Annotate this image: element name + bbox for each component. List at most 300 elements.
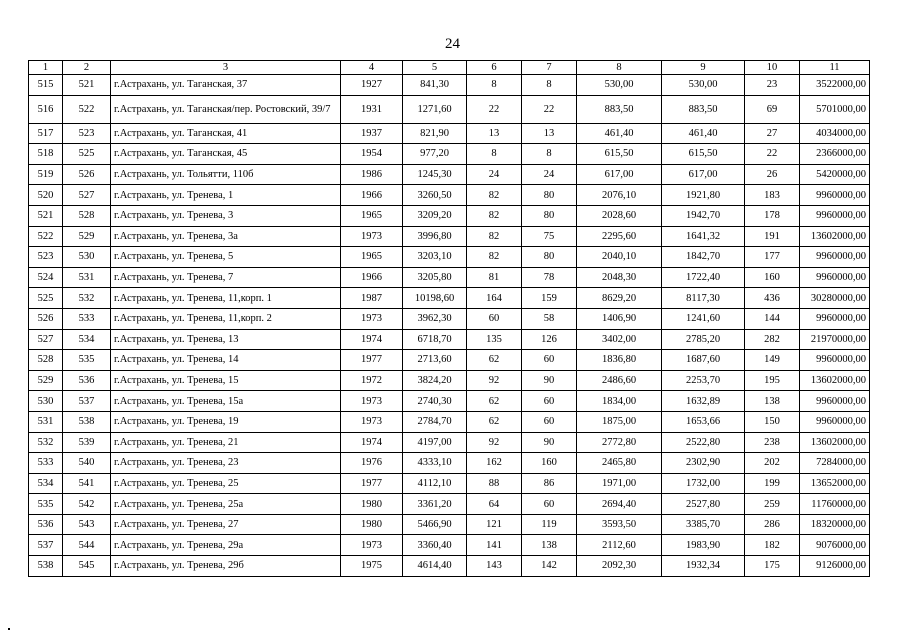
table-cell: 2772,80: [577, 432, 662, 453]
address-cell: г.Астрахань, ул. Тренева, 25а: [111, 494, 341, 515]
table-cell: 150: [745, 411, 800, 432]
table-cell: 162: [467, 453, 522, 474]
table-cell: 1653,66: [662, 411, 745, 432]
column-header: 10: [745, 61, 800, 75]
table-cell: 26: [745, 164, 800, 185]
table-cell: 13: [467, 123, 522, 144]
table-cell: 545: [63, 556, 111, 577]
table-cell: 58: [522, 308, 577, 329]
table-cell: 135: [467, 329, 522, 350]
table-cell: 536: [29, 514, 63, 535]
table-cell: 539: [63, 432, 111, 453]
table-row: [29, 453, 870, 474]
table-row: [29, 267, 870, 288]
table-cell: 1973: [341, 535, 403, 556]
table-cell: 2784,70: [403, 411, 467, 432]
table-cell: 1977: [341, 473, 403, 494]
table-row: [29, 205, 870, 226]
table-cell: 1973: [341, 308, 403, 329]
address-cell: г.Астрахань, ул. Таганская/пер. Ростовский, 39/7: [111, 95, 341, 123]
table-cell: 3385,70: [662, 514, 745, 535]
table-cell: 5701000,00: [800, 95, 870, 123]
table-cell: 1977: [341, 350, 403, 371]
table-cell: 519: [29, 164, 63, 185]
table-row: [29, 432, 870, 453]
table-cell: 121: [467, 514, 522, 535]
table-cell: 517: [29, 123, 63, 144]
table-cell: 5420000,00: [800, 164, 870, 185]
table-cell: 522: [63, 95, 111, 123]
table-cell: 80: [522, 247, 577, 268]
table-cell: 259: [745, 494, 800, 515]
table-cell: 143: [467, 556, 522, 577]
table-cell: 521: [63, 75, 111, 96]
table-cell: 90: [522, 432, 577, 453]
table-cell: 461,40: [577, 123, 662, 144]
table-cell: 82: [467, 247, 522, 268]
table-cell: 1973: [341, 391, 403, 412]
table-cell: 1973: [341, 411, 403, 432]
table-cell: 1241,60: [662, 308, 745, 329]
table-cell: 535: [29, 494, 63, 515]
table-cell: 13602000,00: [800, 370, 870, 391]
table-cell: 4197,00: [403, 432, 467, 453]
table-cell: 126: [522, 329, 577, 350]
table-cell: 537: [63, 391, 111, 412]
table-cell: 1987: [341, 288, 403, 309]
column-header: 3: [111, 61, 341, 75]
table-cell: 2092,30: [577, 556, 662, 577]
table-cell: 138: [745, 391, 800, 412]
table-cell: 64: [467, 494, 522, 515]
table-cell: 86: [522, 473, 577, 494]
column-header: 5: [403, 61, 467, 75]
table-row: [29, 411, 870, 432]
table-cell: 149: [745, 350, 800, 371]
table-cell: 9960000,00: [800, 205, 870, 226]
address-cell: г.Астрахань, ул. Таганская, 41: [111, 123, 341, 144]
address-cell: г.Астрахань, ул. Тренева, 19: [111, 411, 341, 432]
table-cell: 8117,30: [662, 288, 745, 309]
table-cell: 527: [29, 329, 63, 350]
table-cell: 522: [29, 226, 63, 247]
address-cell: г.Астрахань, ул. Тренева, 3: [111, 205, 341, 226]
table-cell: 617,00: [662, 164, 745, 185]
table-cell: 191: [745, 226, 800, 247]
table-cell: 24: [522, 164, 577, 185]
table-row: [29, 75, 870, 96]
table-cell: 1966: [341, 185, 403, 206]
table-cell: 119: [522, 514, 577, 535]
page-number: 24: [445, 36, 460, 52]
table-cell: 30280000,00: [800, 288, 870, 309]
table-cell: 1245,30: [403, 164, 467, 185]
table-cell: 2522,80: [662, 432, 745, 453]
table-cell: 1980: [341, 494, 403, 515]
column-header: 8: [577, 61, 662, 75]
table-cell: 62: [467, 391, 522, 412]
table-cell: 516: [29, 95, 63, 123]
table-cell: 518: [29, 144, 63, 165]
table-cell: 1687,60: [662, 350, 745, 371]
table-row: [29, 226, 870, 247]
table-cell: 7284000,00: [800, 453, 870, 474]
table-cell: 81: [467, 267, 522, 288]
table-row: [29, 494, 870, 515]
table-cell: 24: [467, 164, 522, 185]
table-cell: 1965: [341, 247, 403, 268]
table-cell: 2740,30: [403, 391, 467, 412]
column-header: 11: [800, 61, 870, 75]
table-cell: 821,90: [403, 123, 467, 144]
table-cell: 202: [745, 453, 800, 474]
table-cell: 142: [522, 556, 577, 577]
table-cell: 2785,20: [662, 329, 745, 350]
table-cell: 82: [467, 226, 522, 247]
table-cell: 4112,10: [403, 473, 467, 494]
table-cell: 2112,60: [577, 535, 662, 556]
table-cell: 13602000,00: [800, 226, 870, 247]
table-body: [29, 75, 870, 577]
table-cell: 13652000,00: [800, 473, 870, 494]
address-cell: г.Астрахань, ул. Тренева, 23: [111, 453, 341, 474]
table-cell: 2253,70: [662, 370, 745, 391]
column-header: 1: [29, 61, 63, 75]
table-cell: 8: [522, 75, 577, 96]
table-cell: 2486,60: [577, 370, 662, 391]
table-cell: 1974: [341, 329, 403, 350]
table-row: [29, 535, 870, 556]
table-cell: 540: [63, 453, 111, 474]
table-cell: 182: [745, 535, 800, 556]
table-cell: 1974: [341, 432, 403, 453]
table-cell: 533: [29, 453, 63, 474]
column-header: 9: [662, 61, 745, 75]
table-cell: 18320000,00: [800, 514, 870, 535]
column-header: 7: [522, 61, 577, 75]
table-cell: 1942,70: [662, 205, 745, 226]
table-cell: 541: [63, 473, 111, 494]
table-cell: 60: [522, 411, 577, 432]
table-cell: 1732,00: [662, 473, 745, 494]
table-cell: 13602000,00: [800, 432, 870, 453]
table-cell: 199: [745, 473, 800, 494]
table-cell: 1927: [341, 75, 403, 96]
table-cell: 1932,34: [662, 556, 745, 577]
table-cell: 9126000,00: [800, 556, 870, 577]
table-cell: 617,00: [577, 164, 662, 185]
table-cell: 9960000,00: [800, 308, 870, 329]
table-cell: 1836,80: [577, 350, 662, 371]
table-cell: 1965: [341, 205, 403, 226]
table-cell: 530: [29, 391, 63, 412]
table-cell: 525: [29, 288, 63, 309]
table-cell: 238: [745, 432, 800, 453]
column-header: 4: [341, 61, 403, 75]
scan-mark: [8, 628, 10, 630]
table-cell: 532: [63, 288, 111, 309]
table-cell: 537: [29, 535, 63, 556]
table-row: [29, 164, 870, 185]
table-cell: 615,50: [577, 144, 662, 165]
table-cell: 2465,80: [577, 453, 662, 474]
table-cell: 530,00: [577, 75, 662, 96]
address-cell: г.Астрахань, ул. Тренева, 13: [111, 329, 341, 350]
table-cell: 1641,32: [662, 226, 745, 247]
header-row: [29, 61, 870, 75]
table-cell: 22: [745, 144, 800, 165]
table-cell: 534: [29, 473, 63, 494]
table-cell: 530: [63, 247, 111, 268]
table-cell: 544: [63, 535, 111, 556]
table-cell: 2028,60: [577, 205, 662, 226]
table-cell: 2048,30: [577, 267, 662, 288]
address-cell: г.Астрахань, ул. Тренева, 25: [111, 473, 341, 494]
table-cell: 9960000,00: [800, 267, 870, 288]
table-cell: 1632,89: [662, 391, 745, 412]
table-cell: 1931: [341, 95, 403, 123]
table-cell: 175: [745, 556, 800, 577]
table-cell: 543: [63, 514, 111, 535]
address-cell: г.Астрахань, ул. Таганская, 45: [111, 144, 341, 165]
table-row: [29, 308, 870, 329]
table-cell: 80: [522, 185, 577, 206]
table-cell: 2366000,00: [800, 144, 870, 165]
table-cell: 3593,50: [577, 514, 662, 535]
address-cell: г.Астрахань, ул. Тренева, 3а: [111, 226, 341, 247]
table-cell: 3360,40: [403, 535, 467, 556]
table-cell: 1976: [341, 453, 403, 474]
table-cell: 3522000,00: [800, 75, 870, 96]
table-cell: 4333,10: [403, 453, 467, 474]
address-cell: г.Астрахань, ул. Тренева, 21: [111, 432, 341, 453]
table-cell: 2040,10: [577, 247, 662, 268]
table-cell: 1973: [341, 226, 403, 247]
table-cell: 1966: [341, 267, 403, 288]
table-cell: 1406,90: [577, 308, 662, 329]
table-cell: 10198,60: [403, 288, 467, 309]
table-cell: 23: [745, 75, 800, 96]
table-cell: 183: [745, 185, 800, 206]
table-cell: 3260,50: [403, 185, 467, 206]
table-cell: 78: [522, 267, 577, 288]
table-cell: 977,20: [403, 144, 467, 165]
table-cell: 1937: [341, 123, 403, 144]
table-cell: 92: [467, 370, 522, 391]
table-row: [29, 556, 870, 577]
table-cell: 178: [745, 205, 800, 226]
table-cell: 8: [467, 75, 522, 96]
table-cell: 615,50: [662, 144, 745, 165]
address-cell: г.Астрахань, ул. Тренева, 11,корп. 2: [111, 308, 341, 329]
table-cell: 534: [63, 329, 111, 350]
table-cell: 436: [745, 288, 800, 309]
table-cell: 282: [745, 329, 800, 350]
table-cell: 3205,80: [403, 267, 467, 288]
table-cell: 9960000,00: [800, 185, 870, 206]
table-cell: 1842,70: [662, 247, 745, 268]
table-cell: 521: [29, 205, 63, 226]
table-cell: 1875,00: [577, 411, 662, 432]
table-cell: 1722,40: [662, 267, 745, 288]
address-cell: г.Астрахань, ул. Тренева, 7: [111, 267, 341, 288]
table-cell: 531: [29, 411, 63, 432]
table-cell: 60: [522, 494, 577, 515]
table-cell: 538: [63, 411, 111, 432]
table-cell: 5466,90: [403, 514, 467, 535]
table-cell: 160: [745, 267, 800, 288]
table-cell: 3996,80: [403, 226, 467, 247]
table-cell: 2076,10: [577, 185, 662, 206]
table-cell: 3203,10: [403, 247, 467, 268]
table-cell: 286: [745, 514, 800, 535]
table-row: [29, 95, 870, 123]
address-cell: г.Астрахань, ул. Тренева, 1: [111, 185, 341, 206]
table-cell: 532: [29, 432, 63, 453]
table-cell: 1271,60: [403, 95, 467, 123]
table-cell: 13: [522, 123, 577, 144]
table-cell: 8: [522, 144, 577, 165]
table-cell: 3824,20: [403, 370, 467, 391]
table-cell: 159: [522, 288, 577, 309]
table-row: [29, 514, 870, 535]
table-cell: 531: [63, 267, 111, 288]
address-cell: г.Астрахань, ул. Тренева, 27: [111, 514, 341, 535]
table-cell: 22: [522, 95, 577, 123]
address-cell: г.Астрахань, ул. Тольятти, 110б: [111, 164, 341, 185]
table-cell: 3402,00: [577, 329, 662, 350]
table-cell: 528: [63, 205, 111, 226]
table-cell: 3962,30: [403, 308, 467, 329]
table-cell: 92: [467, 432, 522, 453]
table-cell: 1980: [341, 514, 403, 535]
table-cell: 4614,40: [403, 556, 467, 577]
table-cell: 1921,80: [662, 185, 745, 206]
table-cell: 90: [522, 370, 577, 391]
table-cell: 1986: [341, 164, 403, 185]
table-cell: 527: [63, 185, 111, 206]
table-cell: 515: [29, 75, 63, 96]
table-cell: 2527,80: [662, 494, 745, 515]
table-cell: 138: [522, 535, 577, 556]
table-row: [29, 144, 870, 165]
table-cell: 528: [29, 350, 63, 371]
table-cell: 1975: [341, 556, 403, 577]
table-cell: 9960000,00: [800, 247, 870, 268]
table-cell: 523: [63, 123, 111, 144]
table-cell: 8629,20: [577, 288, 662, 309]
table-row: [29, 288, 870, 309]
table-row: [29, 329, 870, 350]
table-cell: 82: [467, 185, 522, 206]
table-cell: 62: [467, 411, 522, 432]
table-cell: 4034000,00: [800, 123, 870, 144]
table-cell: 523: [29, 247, 63, 268]
address-cell: г.Астрахань, ул. Тренева, 11,корп. 1: [111, 288, 341, 309]
table-cell: 22: [467, 95, 522, 123]
table-cell: 69: [745, 95, 800, 123]
table-cell: 538: [29, 556, 63, 577]
table-cell: 21970000,00: [800, 329, 870, 350]
address-cell: г.Астрахань, ул. Таганская, 37: [111, 75, 341, 96]
table-cell: 75: [522, 226, 577, 247]
table-cell: 2694,40: [577, 494, 662, 515]
table-row: [29, 370, 870, 391]
table-cell: 60: [522, 350, 577, 371]
table-cell: 526: [63, 164, 111, 185]
table-cell: 530,00: [662, 75, 745, 96]
table-cell: 164: [467, 288, 522, 309]
table-cell: 80: [522, 205, 577, 226]
table-cell: 1983,90: [662, 535, 745, 556]
table-cell: 88: [467, 473, 522, 494]
table-cell: 520: [29, 185, 63, 206]
table-cell: 9960000,00: [800, 350, 870, 371]
table-cell: 141: [467, 535, 522, 556]
table-cell: 9960000,00: [800, 411, 870, 432]
table-cell: 525: [63, 144, 111, 165]
table-cell: 529: [63, 226, 111, 247]
table-cell: 883,50: [662, 95, 745, 123]
address-cell: г.Астрахань, ул. Тренева, 5: [111, 247, 341, 268]
table-cell: 461,40: [662, 123, 745, 144]
table-cell: 542: [63, 494, 111, 515]
table-cell: 82: [467, 205, 522, 226]
table-cell: 60: [467, 308, 522, 329]
table-cell: 8: [467, 144, 522, 165]
address-cell: г.Астрахань, ул. Тренева, 14: [111, 350, 341, 371]
table-row: [29, 247, 870, 268]
table-cell: 841,30: [403, 75, 467, 96]
table-cell: 62: [467, 350, 522, 371]
table-cell: 1834,00: [577, 391, 662, 412]
table-cell: 27: [745, 123, 800, 144]
table-cell: 144: [745, 308, 800, 329]
table-row: [29, 185, 870, 206]
table-cell: 529: [29, 370, 63, 391]
table-cell: 177: [745, 247, 800, 268]
column-header: 2: [63, 61, 111, 75]
table-cell: 3361,20: [403, 494, 467, 515]
table-cell: 1971,00: [577, 473, 662, 494]
table-cell: 535: [63, 350, 111, 371]
table-cell: 1954: [341, 144, 403, 165]
table-cell: 536: [63, 370, 111, 391]
table-cell: 9076000,00: [800, 535, 870, 556]
address-cell: г.Астрахань, ул. Тренева, 15: [111, 370, 341, 391]
table-cell: 533: [63, 308, 111, 329]
table-row: [29, 350, 870, 371]
table-cell: 160: [522, 453, 577, 474]
column-header: 6: [467, 61, 522, 75]
table-cell: 883,50: [577, 95, 662, 123]
table-cell: 60: [522, 391, 577, 412]
table-cell: 3209,20: [403, 205, 467, 226]
table-row: [29, 123, 870, 144]
table-cell: 526: [29, 308, 63, 329]
housing-registry-table: [28, 60, 870, 577]
table-row: [29, 473, 870, 494]
address-cell: г.Астрахань, ул. Тренева, 15а: [111, 391, 341, 412]
table-cell: 2713,60: [403, 350, 467, 371]
table-cell: 6718,70: [403, 329, 467, 350]
table-cell: 2295,60: [577, 226, 662, 247]
address-cell: г.Астрахань, ул. Тренева, 29а: [111, 535, 341, 556]
table-cell: 11760000,00: [800, 494, 870, 515]
table-cell: 9960000,00: [800, 391, 870, 412]
table-cell: 2302,90: [662, 453, 745, 474]
table-cell: 195: [745, 370, 800, 391]
